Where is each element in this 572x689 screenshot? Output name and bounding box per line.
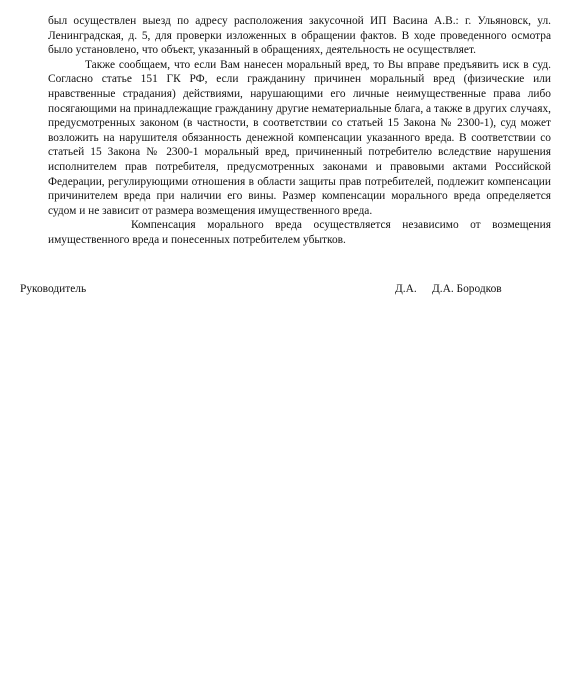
signatory-title: Руководитель [20, 283, 87, 295]
letter-body [48, 14, 551, 248]
signature-block [20, 282, 520, 298]
signature-initials: Д.А. [395, 283, 417, 295]
paragraph-moral-damage: Также сообщаем, что если Вам нанесен моральный вред, то Вы вправе предъявить иск в суд. Согласно статье 151 ГК РФ, если гражданину причинен моральный вред (физические или нравственные страдания) действиями, нарушающими его личные неимущественные права либо посягающими на принадлежащие гражданину другие нематериальные блага, а также в других случаях, предусмотренных законом (в частности, в соответствии со статьей 15 Закона № 2300-1), суд может возложить на нарушителя обязанность денежной компенсации указанного вреда. В соответствии со статьей 15 Закона № 2300-1 моральный вред, причиненный потребителю вследствие нарушения исполнителем прав потребителя, предусмотренных законами и правовыми актами Российской Федерации, регулирующими отношения в области защиты прав потребителей, подлежит компенсации причинителем вреда при наличии его вины. Размер компенсации морального вреда определяется судом и не зависит от размера возмещения имущественного вреда. [48, 58, 551, 217]
paragraph-inspection: был осуществлен выезд по адресу расположения закусочной ИП Васина А.В.: г. Ульяновск, ул. Ленинградская, д. 5, для проверки изложенных в обращении фактов. В ходе проведенного осмотра было установлено, что объект, указанный в обращениях, деятельность не осуществляет. [48, 15, 551, 57]
signatory-name: Д.А. Бородков [432, 283, 502, 295]
paragraph-compensation: Компенсация морального вреда осуществляется независимо от возмещения имущественного вреда и понесенных потребителем убытков. [48, 219, 551, 246]
